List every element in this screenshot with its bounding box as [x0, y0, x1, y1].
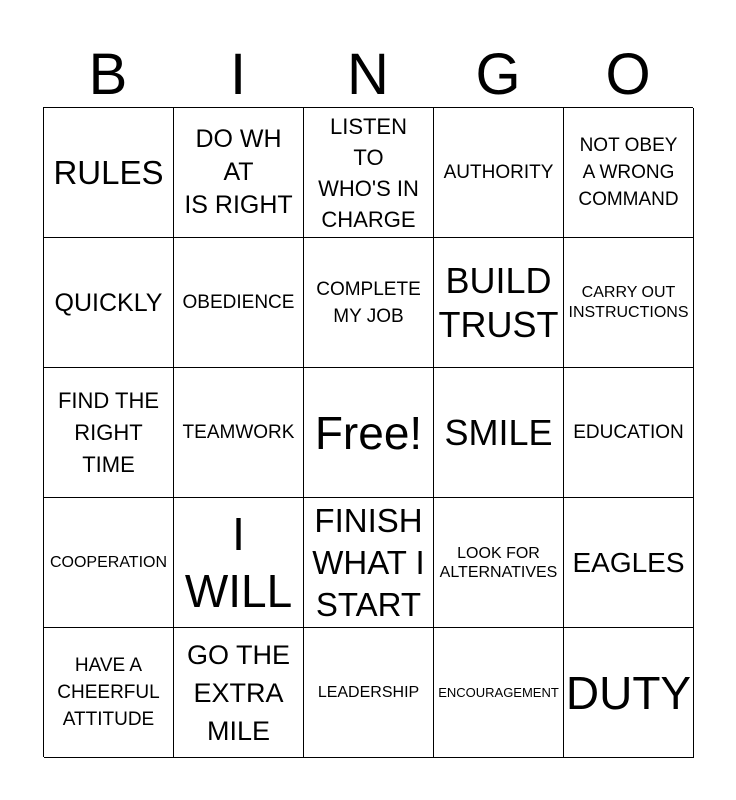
cell-text: EAGLES [572, 546, 685, 578]
header-letter-i: I [229, 42, 247, 107]
header-letter-n: N [347, 42, 389, 107]
cell-text: I WILL [184, 507, 293, 617]
bingo-cell [174, 368, 304, 498]
cell-text: TEAMWORK [182, 421, 295, 443]
bingo-cell [564, 368, 694, 498]
bingo-cell [44, 498, 174, 628]
cell-text: FIND THE RIGHT TIME [57, 387, 160, 477]
bingo-cell [174, 628, 304, 758]
header-letter-o: O [605, 42, 651, 107]
bingo-cell [434, 368, 564, 498]
cell-text: DUTY [565, 666, 692, 719]
bingo-cell [304, 238, 434, 368]
bingo-cell [174, 498, 304, 628]
cell-text: RULES [53, 153, 164, 191]
bingo-cell [174, 108, 304, 238]
cell-text: EDUCATION [573, 421, 684, 443]
cell-text: COMPLETE MY JOB [316, 278, 421, 327]
cell-text: LOOK FOR ALTERNATIVES [439, 544, 558, 581]
bingo-cell [44, 238, 174, 368]
bingo-board [43, 107, 693, 757]
bingo-cell [564, 498, 694, 628]
cell-text: SMILE [444, 411, 553, 453]
bingo-cell [44, 368, 174, 498]
cell-text: LISTEN TO WHO'S IN CHARGE [318, 113, 419, 232]
cell-text: AUTHORITY [443, 161, 554, 183]
cell-text: GO THE EXTRA MILE [186, 639, 291, 746]
bingo-header [43, 44, 693, 106]
bingo-cell [44, 628, 174, 758]
bingo-cell [434, 628, 564, 758]
cell-text: HAVE A CHEERFUL ATTITUDE [57, 655, 160, 730]
bingo-cell [564, 108, 694, 238]
bingo-cell [304, 498, 434, 628]
cell-text: BUILD TRUST [438, 259, 559, 345]
bingo-cell [434, 498, 564, 628]
bingo-cell [174, 238, 304, 368]
bingo-cell [564, 628, 694, 758]
header-letter-g: G [475, 42, 521, 107]
cell-text: CARRY OUT INSTRUCTIONS [568, 283, 689, 321]
bingo-cell [564, 238, 694, 368]
bingo-cell [434, 238, 564, 368]
bingo-cell [304, 368, 434, 498]
cell-text: DO WH AT IS RIGHT [184, 125, 293, 219]
cell-text: OBEDIENCE [182, 291, 295, 313]
cell-text: FINISH WHAT I START [312, 501, 425, 623]
header-letter-b: B [88, 42, 128, 107]
cell-text: QUICKLY [54, 288, 163, 317]
bingo-cell [304, 628, 434, 758]
bingo-cell [44, 108, 174, 238]
bingo-cell [304, 108, 434, 238]
cell-text: COOPERATION [49, 554, 168, 571]
free-space: Free! [314, 406, 423, 459]
cell-text: ENCOURAGEMENT [438, 685, 559, 700]
bingo-cell [434, 108, 564, 238]
cell-text: NOT OBEY A WRONG COMMAND [578, 135, 679, 210]
cell-text: LEADERSHIP [317, 684, 420, 701]
